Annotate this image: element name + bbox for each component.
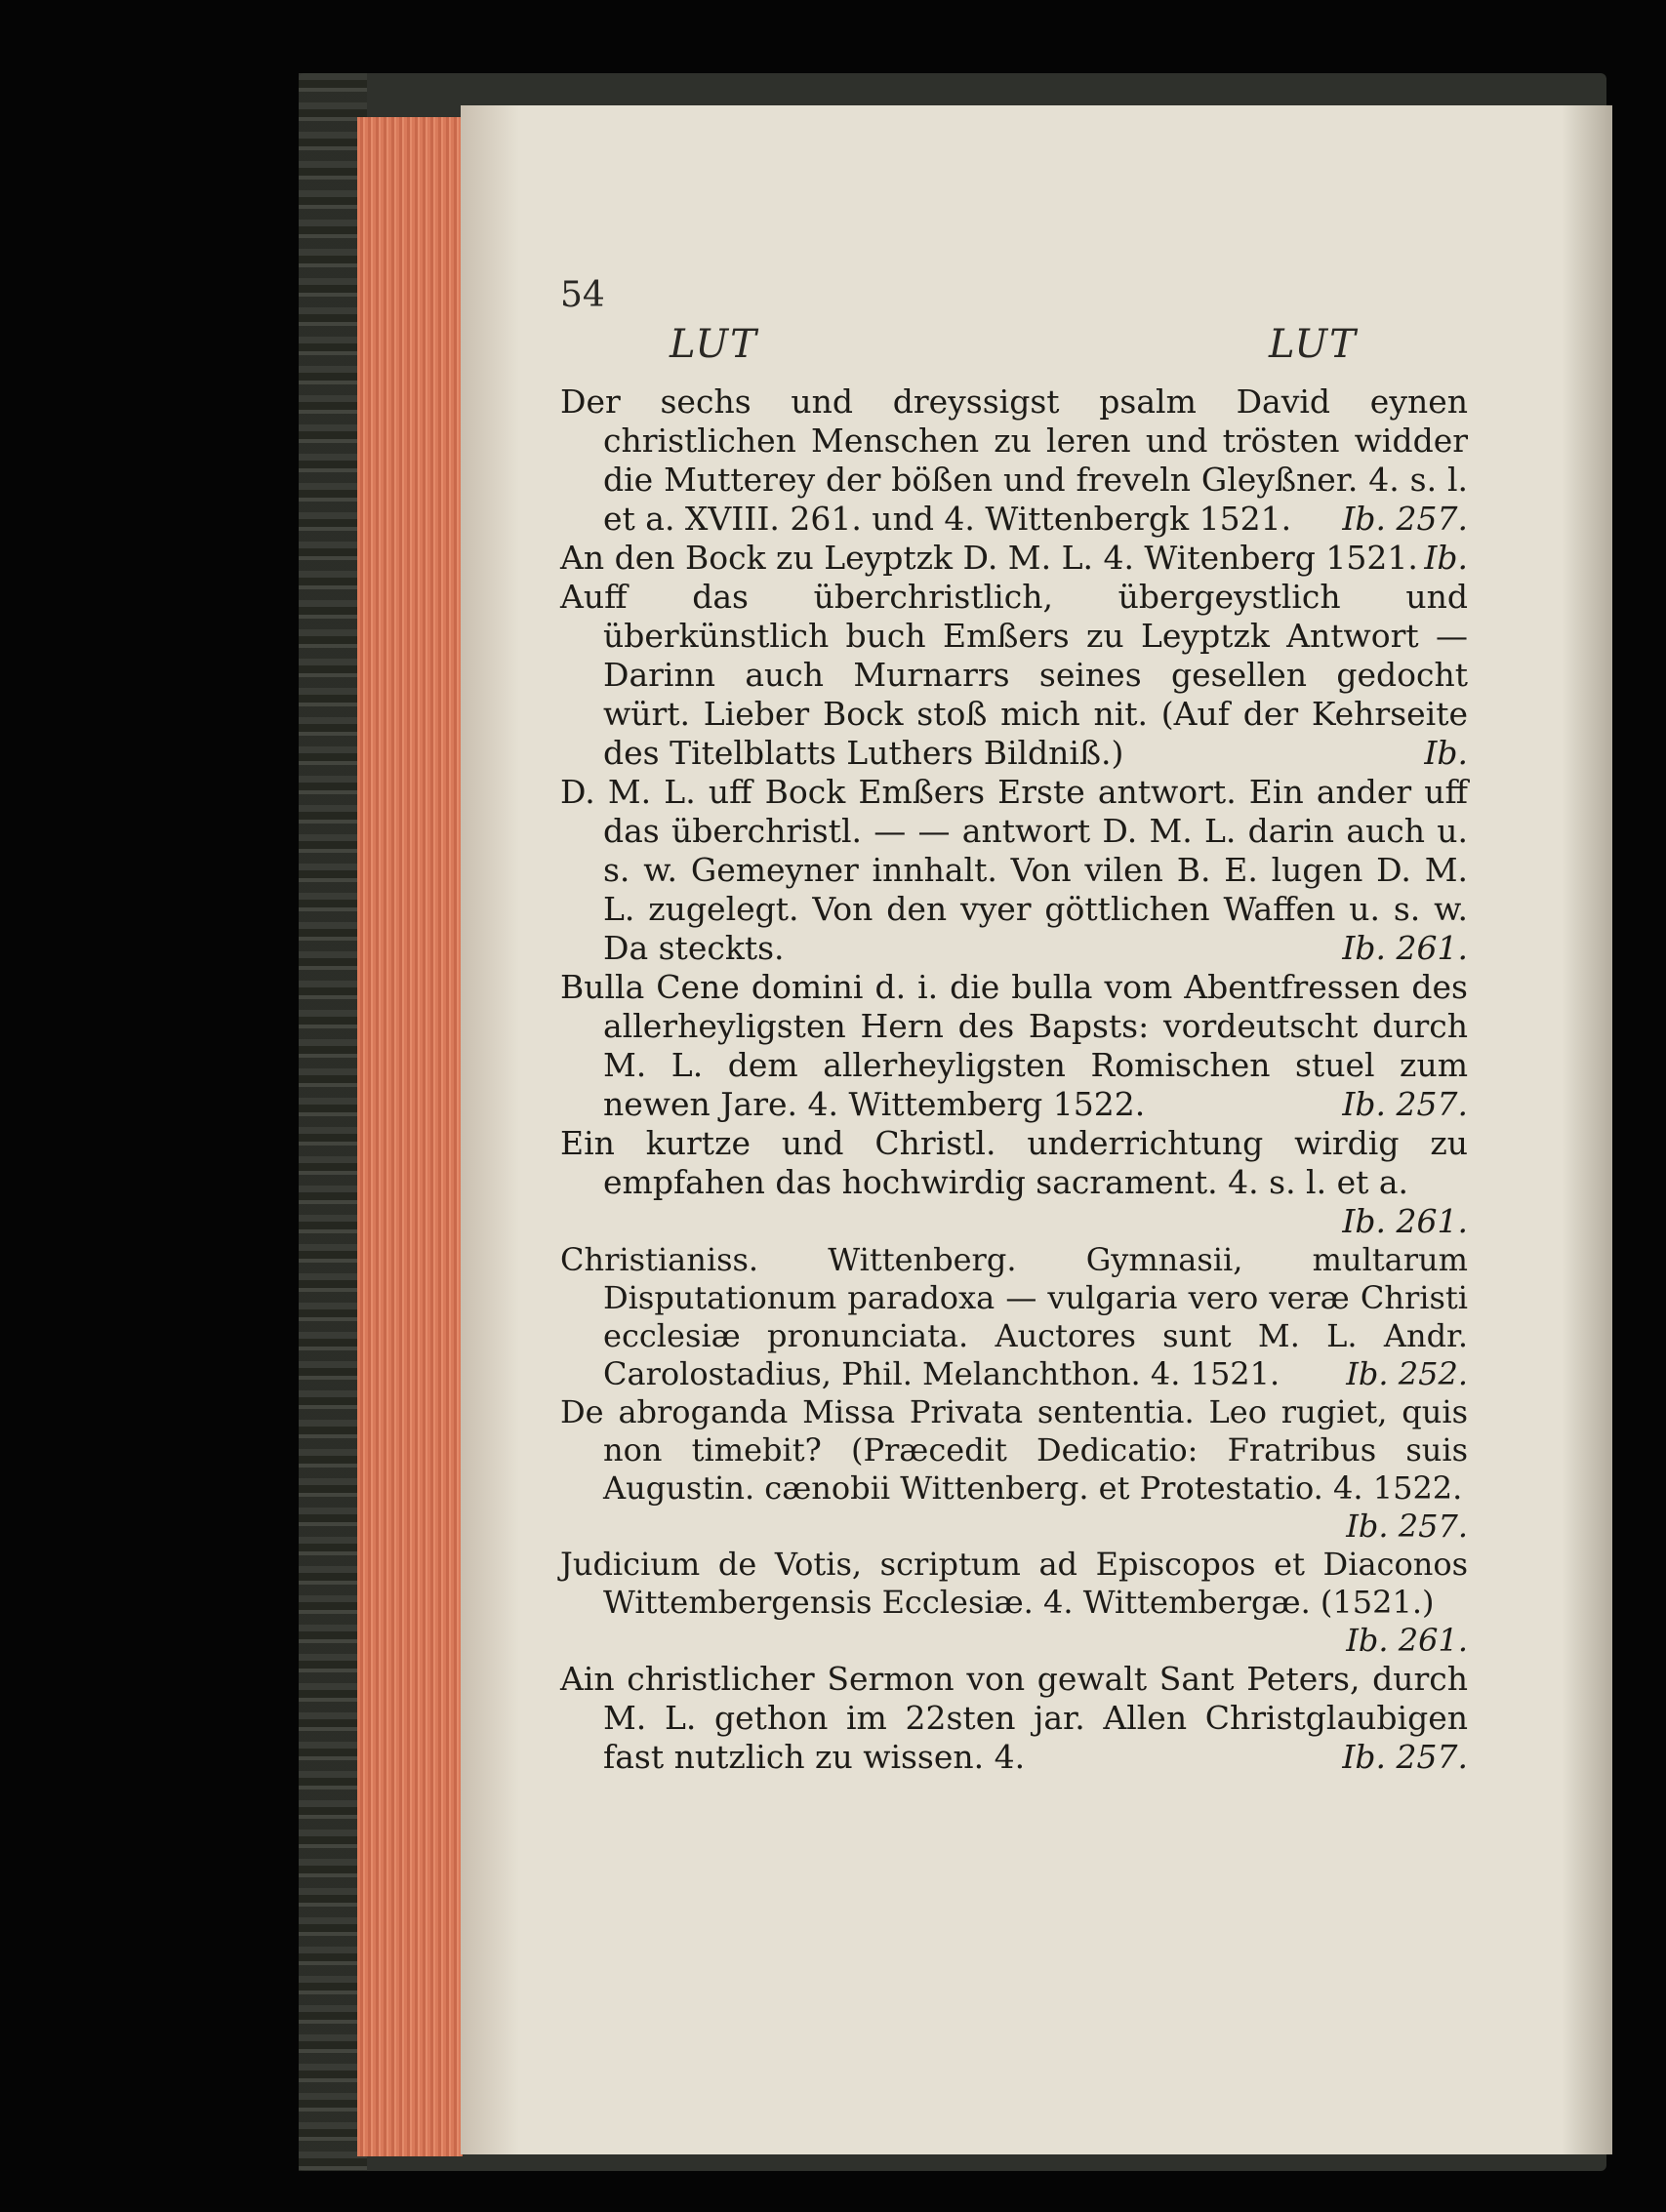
- entry-text: Auff das überchristlich, übergeystlich und überkünstlich buch Emßers zu Leyptzk Antwort — Darinn auch Murnarrs seines gesellen gedocht würt. Lieber Bock stoß mich nit. (Auf der Kehrseite des Titelblatts Luthers Bildniß.): [560, 578, 1468, 772]
- entry-citation: Ib. 261.: [1342, 1202, 1468, 1240]
- entry-citation: Ib. 261.: [1346, 1622, 1468, 1659]
- entry: [560, 773, 1468, 968]
- entry-text: De abroganda Missa Privata sententia. Leo rugiet, quis non timebit? (Præcedit Dedicatio: Fratribus suis Augustin. cænobii Wittenberg. et Protestatio. 4. 1522.: [560, 1393, 1468, 1507]
- entry-citation: Ib. 257.: [1342, 500, 1468, 538]
- entry-text: Christianiss. Wittenberg. Gymnasii, multarum Disputationum paradoxa — vulgaria vero veræ Christi ecclesiæ pronunciata. Auctores sunt M. L. Andr. Carolostadius, Phil. Melanchthon. 4. 1521.: [560, 1241, 1468, 1392]
- entry-text: Judicium de Votis, scriptum ad Episcopos et Diaconos Wittembergensis Ecclesiæ. 4. Wittembergæ. (1521.): [560, 1546, 1468, 1621]
- entry-citation: Ib. 257.: [1342, 1738, 1468, 1776]
- page-gutter-shadow: [1562, 105, 1612, 2154]
- entry-citation: Ib. 257.: [1342, 1085, 1468, 1123]
- page-number: 54: [560, 275, 605, 315]
- entry-citation: Ib. 261.: [1342, 929, 1468, 967]
- entry: [560, 1660, 1468, 1777]
- entry-citation: Ib. 257.: [1346, 1508, 1468, 1545]
- running-head-left: LUT: [670, 322, 758, 367]
- bibliography-entries: [560, 382, 1468, 1777]
- entry-citation: Ib. 252.: [1346, 1355, 1468, 1392]
- entry-text: D. M. L. uff Bock Emßers Erste antwort. Ein ander uff das überchristl. — — antwort D. M. L. darin auch u. s. w. Gemeyner innhalt. Von vilen B. E. lugen D. M. L. zugelegt. Von den vyer göttlichen Waffen u. s. w. Da steckts.: [560, 773, 1468, 967]
- entry: [560, 1393, 1468, 1546]
- entry-text: Ein kurtze und Christl. underrichtung wirdig zu empfahen das hochwirdig sacrament. 4. s. l. et a.: [560, 1124, 1468, 1201]
- page-edge-shadow: [461, 105, 519, 2154]
- entry: [560, 1241, 1468, 1393]
- entry-text: An den Bock zu Leyptzk D. M. L. 4. Witenberg 1521.: [560, 539, 1418, 577]
- red-page-edges: [357, 117, 463, 2156]
- entry-text: Der sechs und dreyssigst psalm David eynen christlichen Menschen zu leren und trösten widder die Mutterey der bößen und freveln Gleyßner. 4. s. l. et a. XVIII. 261. und 4. Wittenbergk 1521.: [560, 382, 1468, 538]
- entry: [560, 382, 1468, 539]
- entry-citation: Ib.: [1424, 539, 1468, 577]
- entry: [560, 1546, 1468, 1660]
- entry-text: Ain christlicher Sermon von gewalt Sant Peters, durch M. L. gethon im 22sten jar. Allen Christglaubigen fast nutzlich zu wissen. 4.: [560, 1660, 1468, 1776]
- entry: [560, 968, 1468, 1124]
- entry-citation: Ib.: [1424, 734, 1468, 772]
- entry: [560, 578, 1468, 773]
- entry: [560, 1124, 1468, 1241]
- entry-text: Bulla Cene domini d. i. die bulla vom Abentfressen des allerheyligsten Hern des Bapsts: vordeutscht durch M. L. dem allerheyligsten Romischen stuel zum newen Jare. 4. Wittemberg 1522.: [560, 968, 1468, 1123]
- running-head-right: LUT: [1269, 322, 1358, 367]
- entry: [560, 539, 1468, 578]
